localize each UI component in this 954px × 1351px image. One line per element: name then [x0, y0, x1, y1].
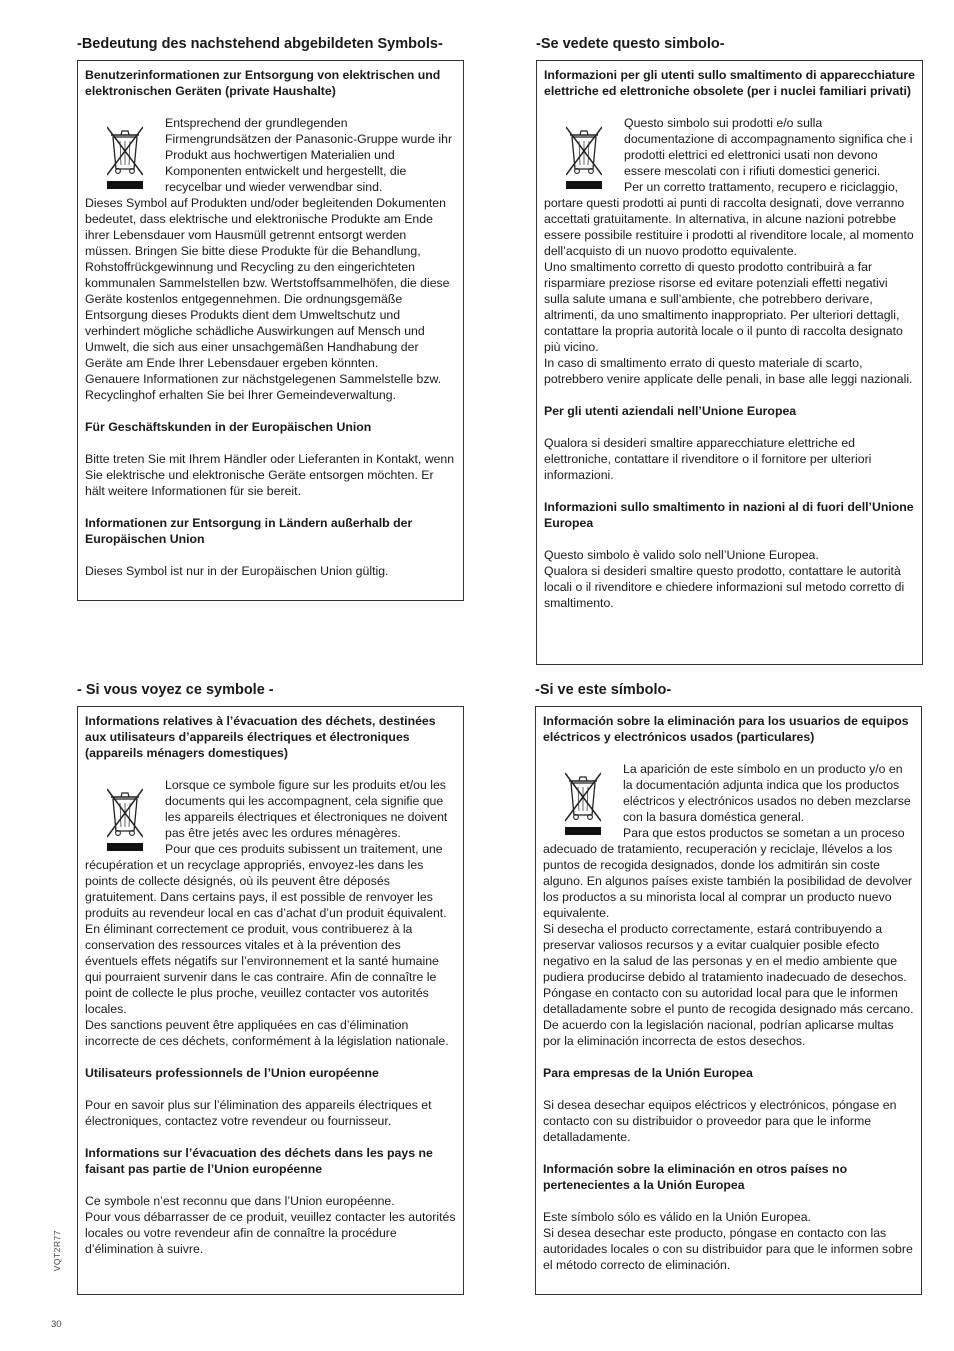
subheading-outside-eu: Informationen zur Entsorgung in Ländern außerhalb der Europäischen Union [85, 516, 413, 546]
notice-body: Para que estos productos se sometan a un proceso adecuado de tratamiento, recuperación y reciclaje, llévelos a los puntos de recogida designados, donde los admitirán sin coste alguno. En algunos países existe también la posibilidad de devolver los productos a su minorista local al comprar un producto nuevo equivalente. [543, 826, 913, 920]
notice-box [536, 60, 923, 665]
notice-body-2: Si desecha el producto correctamente, estará contribuyendo a preservar valiosos recursos y a evitar cualquier posible efecto negativo en la salud de las personas y en el medio ambiente que pudiera producirse debido al tratamiento inadecuado de desechos. Póngase en contacto con su autoridad local para que le informen detalladamente sobre el punto de recogida designado más cercano. [543, 922, 914, 1016]
section-italian [536, 34, 923, 665]
notice-box [535, 706, 922, 1295]
notice-body: Dieses Symbol auf Produkten und/oder begleitenden Dokumenten bedeutet, dass elektrische und elektronische Produkte am Ende ihrer Lebensdauer vom Hausmüll getrennt entsorgt werden müssen. Bringen Sie bitte diese Produkte für die Behandlung, Rohstoffrückgewinnung und Recycling zu den eingerichteten kommunalen Sammelstellen bzw. Wertstoffsammelhöfen, die diese Geräte kostenlos entgegennehmen. Die ordnungsgemäße Entsorgung dieses Produkts dient dem Umweltschutz und verhindert mögliche schädliche Auswirkungen auf Mensch und Umwelt, die sich aus einer unsachgemäßen Handhabung der Geräte am Ende Ihrer Lebensdauer ergeben könnten. [85, 196, 450, 370]
subheading-outside-eu: Informations sur l’évacuation des déchets dans les pays ne faisant pas partie de l’Union européenne [85, 1146, 433, 1176]
section-german [77, 34, 464, 601]
business-text: Bitte treten Sie mit Ihrem Händler oder Lieferanten in Kontakt, wenn Sie elektrische und elektronische Geräte entsorgen möchten. Er hält weitere Informationen für sie bereit. [85, 452, 455, 498]
notice-body-3: In caso di smaltimento errato di questo materiale di scarto, potrebbero venire applicate delle penali, in base alle leggi nazionali. [544, 356, 913, 386]
section-title: -Bedeutung des nachstehend abgebildeten Symbols- [77, 36, 443, 52]
document-code: VQT2R77 [52, 1230, 62, 1272]
notice-heading: Informazioni per gli utenti sullo smaltimento di apparecchiature elettriche ed elettroniche obsolete (per i nuclei familiari privati) [544, 68, 916, 98]
crossed-out-bin-icon [565, 771, 601, 835]
notice-icon-text: La aparición de este símbolo en un producto y/o en la documentación adjunta indica que los productos eléctricos y electrónicos usados no deben mezclarse con la basura doméstica general. [623, 762, 911, 824]
subheading-outside-eu: Información sobre la eliminación en otros países no pertenecientes a la Unión Europea [543, 1162, 848, 1192]
business-text: Qualora si desideri smaltire apparecchiature elettriche ed elettroniche, contattare il rivenditore o il fornitore per ulteriori informazioni. [544, 436, 872, 482]
notice-box [77, 60, 464, 601]
weee-icon-wrap [85, 777, 165, 847]
outside-eu-text: Dieses Symbol ist nur in der Europäischen Union gültig. [85, 564, 389, 578]
business-text: Pour en savoir plus sur l’élimination des appareils électriques et électroniques, contactez votre revendeur ou fournisseur. [85, 1098, 432, 1128]
notice-heading: Información sobre la eliminación para los usuarios de equipos eléctricos y electrónicos usados (particulares) [543, 714, 909, 744]
subheading-business: Per gli utenti aziendali nell’Unione Europea [544, 404, 797, 418]
notice-icon-text: Questo simbolo sui prodotti e/o sulla documentazione di accompagnamento significa che i prodotti elettrici ed elettronici usati non devono essere mescolati con i rifiuti domestici generici. [624, 116, 913, 178]
subheading-business: Para empresas de la Unión Europea [543, 1066, 753, 1080]
outside-eu-text: Este símbolo sólo es válido en la Unión Europea. [543, 1210, 811, 1224]
weee-icon-wrap [543, 761, 623, 831]
notice-body-2: Uno smaltimento corretto di questo prodotto contribuirà a far risparmiare preziose risorse ed evitare potenziali effetti negativi sulla salute umana e sull’ambiente, che potrebbero derivare, altrimenti, da uno smaltimento inappropriato. Per ulteriori dettagli, contattare la propria autorità locale o il punto di raccolta designato più vicino. [544, 260, 903, 354]
notice-heading: Benutzerinformationen zur Entsorgung von elektrischen und elektronischen Geräten (private Haushalte) [85, 68, 441, 98]
notice-body: Pour que ces produits subissent un traitement, une récupération et un recyclage appropriés, envoyez-les dans les points de collecte désignés, où ils peuvent être déposés gratuitement. Dans certains pays, il est possible de renvoyer les produits au revendeur local en cas d’achat d’un produit équivalent. [85, 842, 447, 920]
notice-body: Per un corretto trattamento, recupero e riciclaggio, portare questi prodotti ai punti di raccolta designati, dove verranno accettati gratuitamente. In alternativa, in alcune nazioni potrebbe essere possibile restituire i prodotti al rivenditore locale, al momento dell’acquisto di un nuovo prodotto equivalente. [544, 180, 914, 258]
subheading-outside-eu: Informazioni sullo smaltimento in nazioni al di fuori dell’Unione Europea [544, 500, 914, 530]
subheading-business: Für Geschäftskunden in der Europäischen Union [85, 420, 372, 434]
notice-icon-text: Entsprechend der grundlegenden Firmengrundsätzen der Panasonic-Gruppe wurde ihr Produkt aus hochwertigen Materialien und Komponenten entwickelt und hergestellt, die recycelbar und wieder verwendbar sind. [165, 116, 453, 194]
crossed-out-bin-icon [566, 125, 602, 189]
outside-eu-text: Questo simbolo è valido solo nell’Unione Europea. [544, 548, 819, 562]
notice-body-2: En éliminant correctement ce produit, vous contribuerez à la conservation des ressources vitales et à la prévention des éventuels effets négatifs sur l’environnement et la santé humaine qui pourraient survenir dans le cas contraire. Afin de connaître le point de collecte le plus proche, veuillez contacter vos autorités locales. [85, 922, 439, 1016]
business-text: Si desea desechar equipos eléctricos y electrónicos, póngase en contacto con su distribuidor o proveedor para que le informe detalladamente. [543, 1098, 897, 1144]
section-title: - Si vous voyez ce symbole - [77, 682, 274, 698]
notice-body-3: Des sanctions peuvent être appliquées en cas d’élimination incorrecte de ces déchets, conformément à la législation nationale. [85, 1018, 449, 1048]
page-number: 30 [51, 1319, 62, 1330]
crossed-out-bin-icon [107, 787, 143, 851]
weee-icon-wrap [544, 115, 624, 185]
crossed-out-bin-icon [107, 125, 143, 189]
notice-box [77, 706, 464, 1295]
section-title: -Se vedete questo simbolo- [536, 36, 725, 52]
section-spanish [535, 680, 922, 1295]
subheading-business: Utilisateurs professionnels de l’Union européenne [85, 1066, 379, 1080]
outside-eu-text-2: Qualora si desideri smaltire questo prodotto, contattare le autorità locali o il rivenditore e chiedere informazioni sul metodo corretto di smaltimento. [544, 564, 905, 610]
outside-eu-text: Ce symbole n’est reconnu que dans l’Union européenne. [85, 1194, 395, 1208]
notice-body-3: De acuerdo con la legislación nacional, podrían aplicarse multas por la eliminación incorrecta de estos desechos. [543, 1018, 894, 1048]
section-french [77, 680, 464, 1295]
notice-icon-text: Lorsque ce symbole figure sur les produits et/ou les documents qui les accompagnent, cela signifie que les appareils électriques et électroniques ne doivent pas être jetés avec les ordures ménagères. [165, 778, 448, 840]
section-title: -Si ve este símbolo- [535, 682, 672, 698]
outside-eu-text-2: Si desea desechar este producto, póngase en contacto con las autoridades locales o con su distribuidor para que le informen sobre el método correcto de eliminación. [543, 1226, 913, 1272]
weee-icon-wrap [85, 115, 165, 185]
notice-heading: Informations relatives à l’évacuation des déchets, destinées aux utilisateurs d’appareils électriques et électroniques (appareils ménagers domestiques) [85, 714, 436, 760]
notice-body-2: Genauere Informationen zur nächstgelegenen Sammelstelle bzw. Recyclinghof erhalten Sie bei Ihrer Gemeindeverwaltung. [85, 372, 442, 402]
outside-eu-text-2: Pour vous débarrasser de ce produit, veuillez contacter les autorités locales ou votre revendeur afin de connaître la procédure d’élimination à suivre. [85, 1210, 456, 1256]
